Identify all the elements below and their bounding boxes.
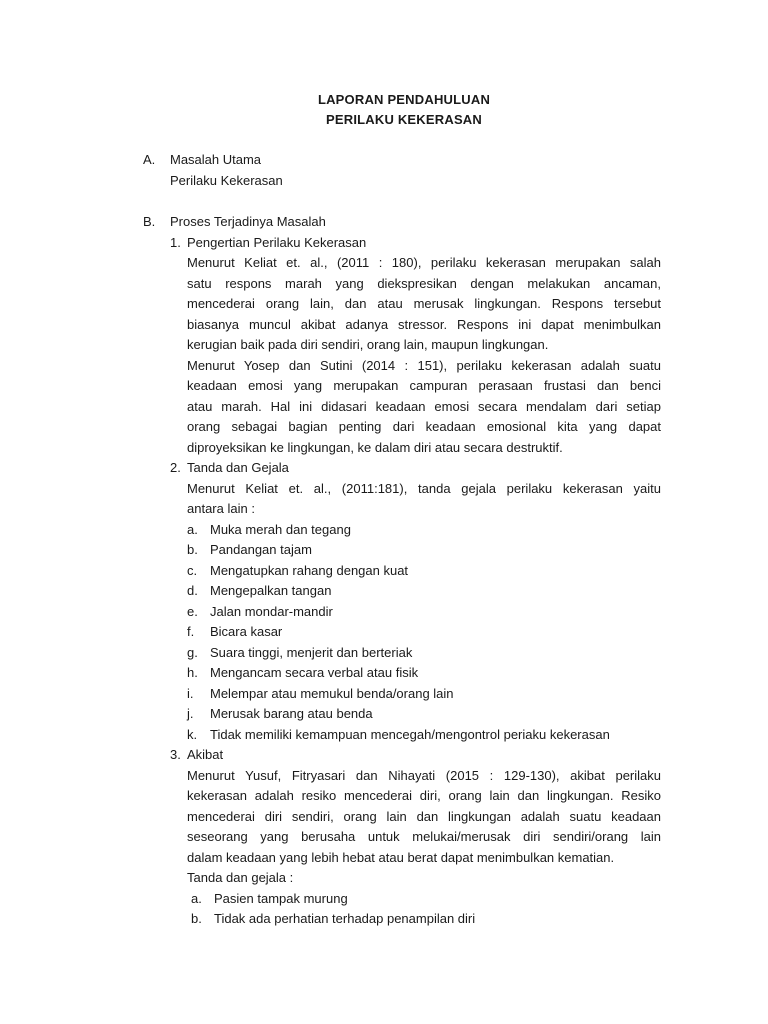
list-item: Tidak ada perhatian terhadap penampilan diri <box>214 911 476 926</box>
paragraph-line: keadaan emosi yang merupakan campuran perasaan frustasi dan benci <box>187 378 661 393</box>
list-item: Muka merah dan tegang <box>210 522 351 537</box>
list-item: Jalan mondar-mandir <box>210 604 333 619</box>
paragraph-line: Menurut Keliat et. al., (2011 : 180), perilaku kekerasan merupakan salah <box>187 255 661 270</box>
paragraph-line: biasanya muncul akibat adanya stressor. Respons ini dapat menimbulkan <box>187 317 661 332</box>
list-item: Bicara kasar <box>210 624 283 639</box>
item-1-heading: Pengertian Perilaku Kekerasan <box>187 235 367 250</box>
list-item: Mengatupkan rahang dengan kuat <box>210 563 409 578</box>
section-b-marker: B. <box>143 214 156 229</box>
paragraph-line: kekerasan adalah resiko mencederai diri, orang lain dan lingkungan. Resiko <box>187 788 661 803</box>
section-a-marker: A. <box>143 152 156 167</box>
list-item-marker: b. <box>187 542 198 557</box>
section-a-heading: Masalah Utama <box>170 152 262 167</box>
section-b-heading: Proses Terjadinya Masalah <box>170 214 326 229</box>
item-3-marker: 3. <box>170 747 181 762</box>
list-item: Melempar atau memukul benda/orang lain <box>210 686 454 701</box>
list-item-marker: j. <box>187 706 194 721</box>
list-item-marker: a. <box>191 891 202 906</box>
list-item: Suara tinggi, menjerit dan berteriak <box>210 645 413 660</box>
paragraph-line: mencederai diri sendiri, orang lain dan lingkungan adalah suatu keadaan <box>187 809 661 824</box>
item-1-marker: 1. <box>170 235 181 250</box>
paragraph-line: dalam keadaan yang lebih hebat atau berat dapat menimbulkan kematian. <box>187 850 615 865</box>
item-2-heading: Tanda dan Gejala <box>187 460 289 475</box>
list-item: Pandangan tajam <box>210 542 312 557</box>
list-item-marker: k. <box>187 727 198 742</box>
document-title: LAPORAN PENDAHULUAN <box>317 92 491 107</box>
document-subtitle: PERILAKU KEKERASAN <box>325 112 482 127</box>
list-item: Merusak barang atau benda <box>210 706 373 721</box>
list-item-marker: c. <box>187 563 198 578</box>
list-item-marker: i. <box>187 686 194 701</box>
item-2-marker: 2. <box>170 460 181 475</box>
paragraph-line: kerugian baik pada diri sendiri, orang lain, maupun lingkungan. <box>187 337 549 352</box>
paragraph-line: Menurut Yusuf, Fitryasari dan Nihayati (2015 : 129-130), akibat perilaku <box>187 768 661 783</box>
paragraph-line: atau marah. Hal ini didasari keadaan emosi secara mendalam dari setiap <box>187 399 661 414</box>
list-item: Mengepalkan tangan <box>210 583 332 598</box>
list-item: Mengancam secara verbal atau fisik <box>210 665 419 680</box>
paragraph-line: Menurut Keliat et. al., (2011:181), tanda gejala perilaku kekerasan yaitu <box>187 481 661 496</box>
list-item-marker: f. <box>187 624 195 639</box>
paragraph-line: antara lain : <box>187 501 255 516</box>
list-item-marker: b. <box>191 911 202 926</box>
list-item-marker: e. <box>187 604 198 619</box>
list-item-marker: g. <box>187 645 198 660</box>
paragraph-line: orang sebagai bagian penting dari keadaan emosional kita yang dapat <box>187 419 661 434</box>
section-a-text: Perilaku Kekerasan <box>170 173 283 188</box>
paragraph-line: diproyeksikan ke lingkungan, ke dalam diri atau secara destruktif. <box>187 440 563 455</box>
paragraph-line: Menurut Yosep dan Sutini (2014 : 151), perilaku kekerasan adalah suatu <box>187 358 661 373</box>
list-item-marker: a. <box>187 522 198 537</box>
list-item-marker: h. <box>187 665 198 680</box>
list-item: Tidak memiliki kemampuan mencegah/mengontrol periaku kekerasan <box>210 727 610 742</box>
list-item-marker: d. <box>187 583 198 598</box>
paragraph-line: mencederai orang lain, dan atau merusak lingkungan. Respons tersebut <box>187 296 661 311</box>
paragraph-line: seseorang yang berusaha untuk melukai/merusak diri sendiri/orang lain <box>187 829 661 844</box>
list-item: Pasien tampak murung <box>214 891 348 906</box>
paragraph-line: satu respons marah yang diekspresikan dengan melakukan ancaman, <box>187 276 661 291</box>
item-3-heading: Akibat <box>187 747 224 762</box>
item-3-subheading: Tanda dan gejala : <box>187 870 294 885</box>
